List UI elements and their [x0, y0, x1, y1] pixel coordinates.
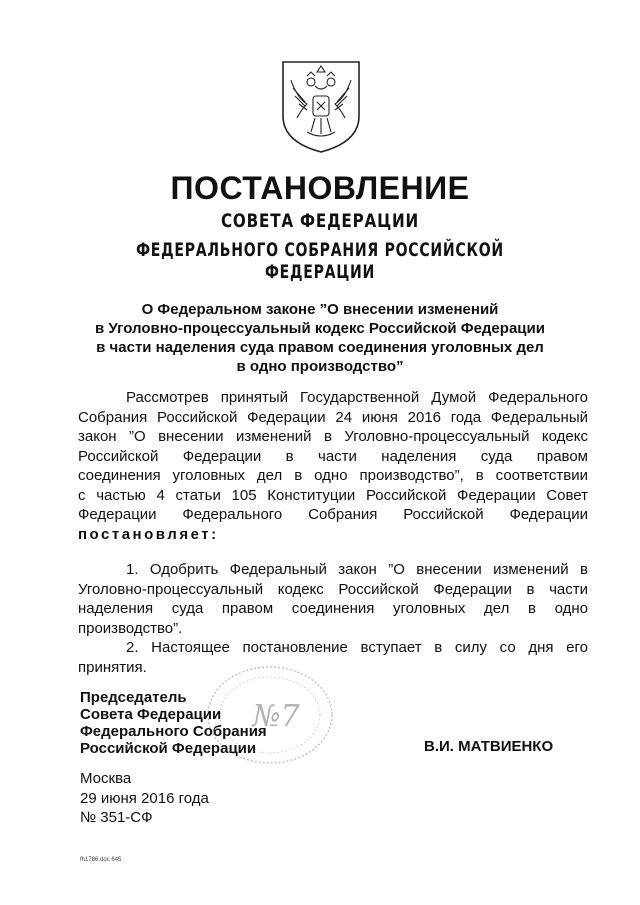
subject-line: в Уголовно-процессуальный кодекс Российской Федерации — [95, 320, 545, 337]
paragraph-line: наделения суда правом соединения уголовных дел в одно — [78, 600, 588, 617]
paragraph-line: с частью 4 статьи 105 Конституции Российской Федерации Совет — [78, 486, 588, 504]
subject-line: в одно производство” — [236, 358, 404, 375]
date: 29 июня 2016 года — [80, 789, 209, 807]
subject-line: в части наделения суда правом соединения уголовных дел — [96, 339, 544, 356]
item-1-paragraph — [78, 560, 588, 638]
document-title: ПОСТАНОВЛЕНИЕ — [170, 170, 470, 206]
subject-line: О Федеральном законе ”О внесении изменений — [141, 301, 499, 318]
paragraph-line: 2. Настоящее постановление вступает в силу со дня его — [126, 639, 588, 656]
paragraph-line: 1. Одобрить Федеральный закон ”О внесении изменений в — [126, 561, 588, 578]
paragraph-line: принятия. — [78, 658, 147, 676]
paragraph-line: Федерации Федерального Собрания Российской Федерации — [78, 506, 588, 523]
city: Москва — [80, 770, 132, 787]
paragraph-line: закон ”О внесении изменений в Уголовно-процессуальный кодекс — [78, 428, 588, 445]
signer-position-line: Председатель — [80, 689, 187, 706]
resolves-word: постановляет: — [78, 525, 219, 543]
stamp-mark: №7 — [252, 699, 300, 734]
signer-position-line: Российской Федерации — [80, 740, 257, 757]
doc-code: fh1786.doc 645 — [80, 857, 122, 863]
signer-position — [80, 689, 267, 757]
paragraph-line: Уголовно-процессуальный кодекс Российской Федерации в части — [78, 580, 588, 598]
document-subtitle-line1: СОВЕТА ФЕДЕРАЦИИ — [220, 210, 420, 232]
document-number: № 351-СФ — [80, 809, 153, 826]
document-subtitle-line2: ФЕДЕРАЛЬНОГО СОБРАНИЯ РОССИЙСКОЙ ФЕДЕРАЦИИ — [136, 239, 504, 283]
paragraph-line: Собрания Российской Федерации 24 июня 2016 года Федеральный — [78, 408, 588, 426]
signer-position-line: Федерального Собрания — [80, 723, 267, 740]
paragraph-line: соединения уголовных дел в одно производство”, в соответствии — [78, 467, 588, 484]
paragraph-line: Российской Федерации в части наделения суда правом — [78, 447, 588, 465]
paragraph-line: Рассмотрев принятый Государственной Думой Федерального — [126, 389, 588, 406]
signer-name: В.И. МАТВИЕНКО — [424, 738, 554, 755]
paragraph-line: производство”. — [78, 619, 183, 637]
subject-heading — [60, 300, 580, 376]
signer-position-line: Совета Федерации — [80, 706, 222, 723]
intro-paragraph — [78, 388, 588, 544]
coat-of-arms-icon — [277, 58, 365, 154]
place-date-number — [80, 769, 209, 828]
